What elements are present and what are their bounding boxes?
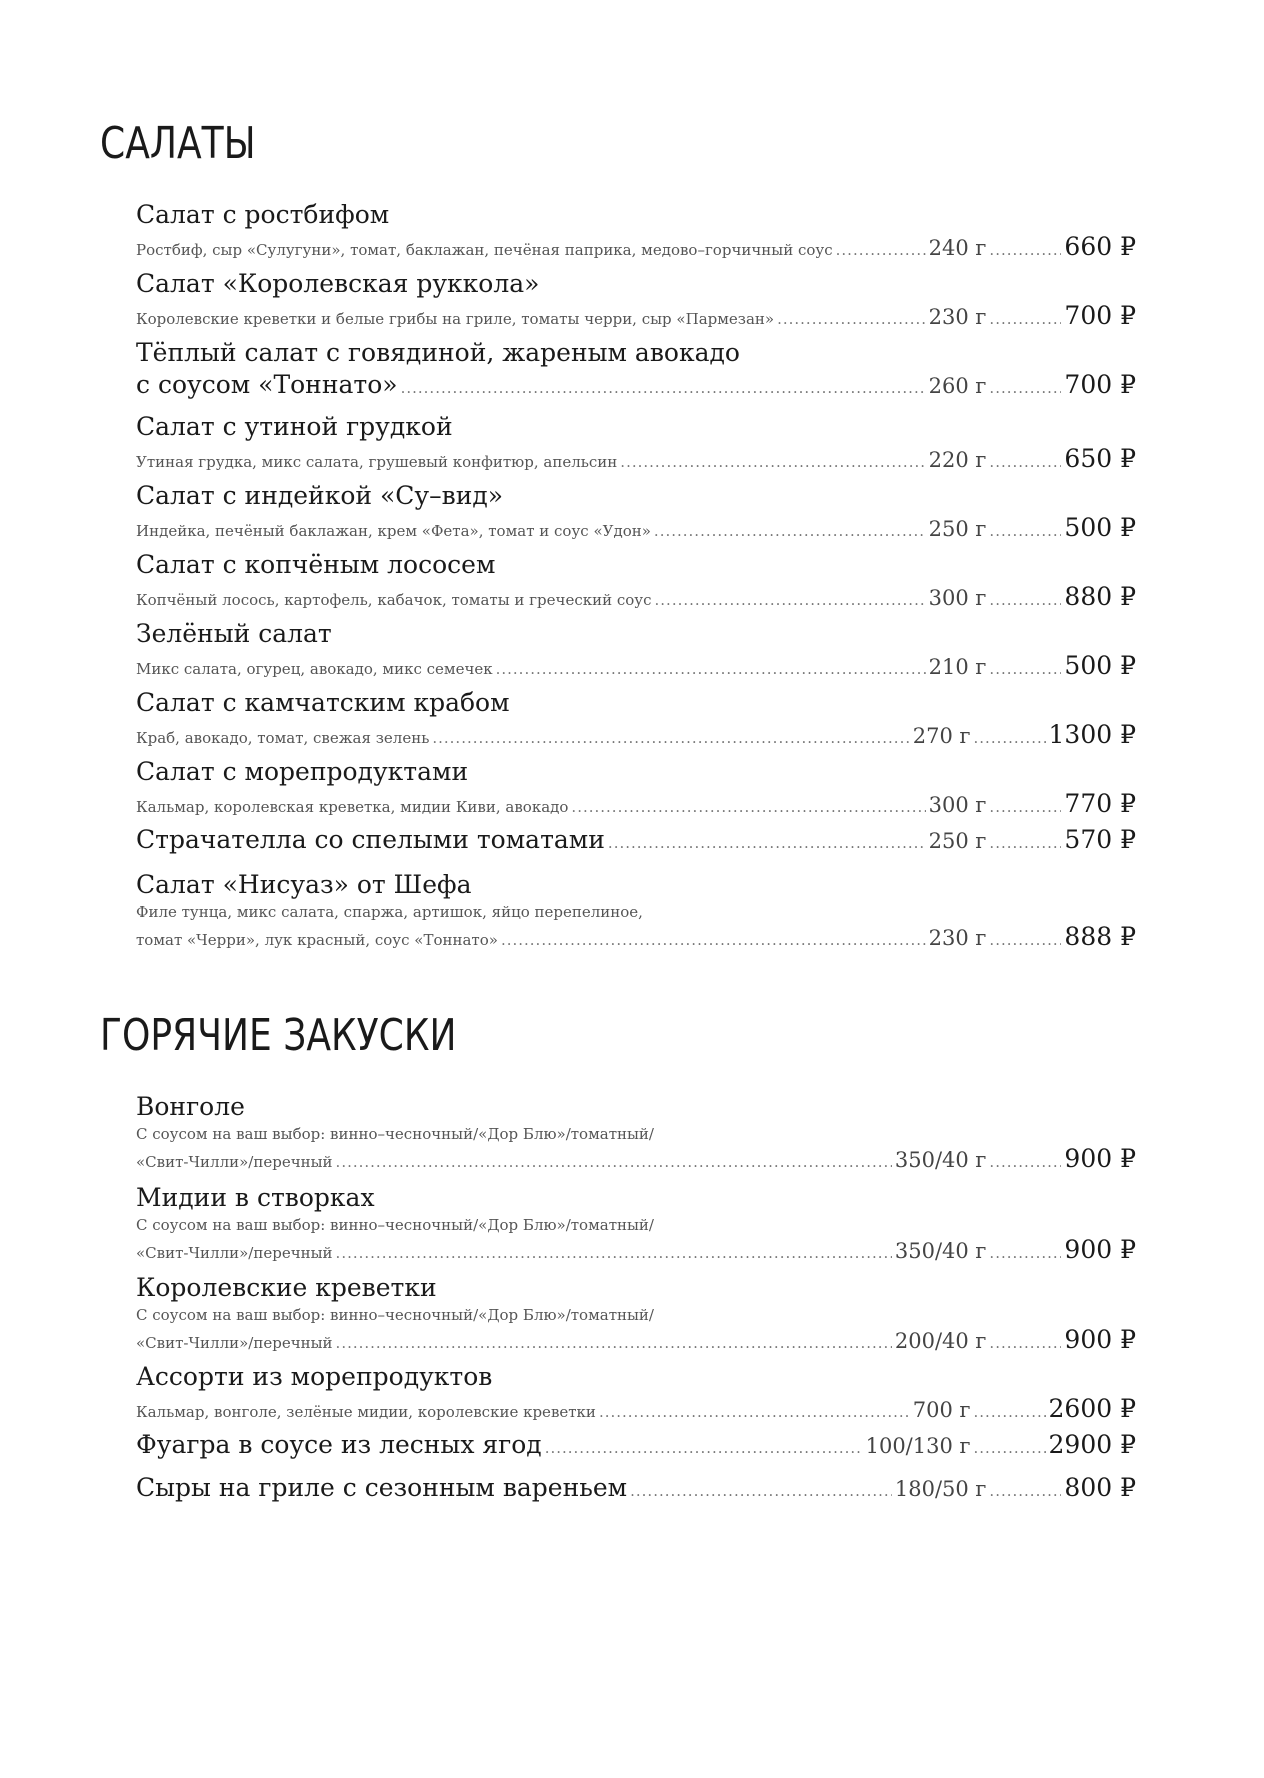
dot-leader bbox=[989, 660, 1061, 678]
list-item bbox=[136, 755, 1136, 818]
dish-name: Салат «Нисуаз» от Шефа bbox=[136, 870, 472, 899]
dish-price: 2900 ₽ bbox=[1048, 1430, 1136, 1459]
dish-price: 900 ₽ bbox=[1064, 1235, 1136, 1264]
dish-row bbox=[136, 825, 1136, 855]
dish-description: Кальмар, вонголе, зелёные мидии, королевские креветки bbox=[136, 1403, 596, 1421]
dot-leader bbox=[989, 453, 1061, 471]
dot-leader bbox=[836, 241, 926, 259]
dish-price: 500 ₽ bbox=[1064, 513, 1136, 542]
dish-row bbox=[136, 1235, 1136, 1264]
list-item bbox=[136, 617, 1136, 680]
dot-leader bbox=[777, 310, 926, 328]
dot-leader bbox=[571, 798, 925, 816]
dish-price: 650 ₽ bbox=[1064, 444, 1136, 473]
dot-leader bbox=[501, 931, 926, 949]
dish-weight: 260 г bbox=[928, 374, 987, 398]
dot-leader bbox=[974, 1439, 1046, 1457]
list-item bbox=[136, 267, 1136, 330]
dish-row bbox=[136, 720, 1136, 749]
dish-description: С соусом на ваш выбор: винно–чесночный/«Дор Блю»/томатный/ bbox=[136, 1125, 654, 1143]
dish-name: Страчателла со спелыми томатами bbox=[136, 825, 605, 854]
section-title-hot-appetizers: ГОРЯЧИЕ ЗАКУСКИ bbox=[100, 1010, 457, 1061]
dish-weight: 180/50 г bbox=[894, 1477, 987, 1501]
dish-row bbox=[136, 513, 1136, 542]
dot-leader bbox=[545, 1439, 863, 1457]
dish-description-continued: «Свит-Чилли»/перечный bbox=[136, 1334, 333, 1352]
dot-leader bbox=[989, 241, 1061, 259]
dot-leader bbox=[974, 1403, 1046, 1421]
list-item bbox=[136, 479, 1136, 542]
dot-leader bbox=[989, 798, 1061, 816]
dot-leader bbox=[974, 729, 1046, 747]
dish-weight: 210 г bbox=[928, 655, 987, 679]
dot-leader bbox=[989, 931, 1061, 949]
list-item bbox=[136, 686, 1136, 749]
dish-weight: 230 г bbox=[928, 305, 987, 329]
dot-leader bbox=[620, 453, 925, 471]
dish-price: 900 ₽ bbox=[1064, 1325, 1136, 1354]
dot-leader bbox=[630, 1482, 892, 1500]
dot-leader bbox=[989, 591, 1061, 609]
dish-price: 880 ₽ bbox=[1064, 582, 1136, 611]
dish-weight: 350/40 г bbox=[894, 1148, 987, 1172]
dot-leader bbox=[989, 1334, 1061, 1352]
list-item bbox=[136, 1090, 1136, 1173]
dot-leader bbox=[989, 1153, 1061, 1171]
dish-weight: 300 г bbox=[928, 586, 987, 610]
list-item bbox=[136, 1430, 1136, 1460]
dish-description: Филе тунца, микс салата, спаржа, артишок, яйцо перепелиное, bbox=[136, 903, 643, 921]
dish-price: 900 ₽ bbox=[1064, 1144, 1136, 1173]
dish-weight: 100/130 г bbox=[865, 1434, 971, 1458]
dish-weight: 250 г bbox=[928, 517, 987, 541]
dish-name: Ассорти из морепродуктов bbox=[136, 1362, 493, 1391]
dish-price: 500 ₽ bbox=[1064, 651, 1136, 680]
list-item bbox=[136, 1181, 1136, 1264]
dot-leader bbox=[989, 834, 1061, 852]
dish-name: Вонголе bbox=[136, 1092, 245, 1121]
list-item bbox=[136, 548, 1136, 611]
dish-description: Краб, авокадо, томат, свежая зелень bbox=[136, 729, 430, 747]
dish-row bbox=[136, 370, 1136, 400]
dish-weight: 200/40 г bbox=[894, 1329, 987, 1353]
dish-price: 2600 ₽ bbox=[1048, 1394, 1136, 1423]
list-item bbox=[136, 868, 1136, 951]
dish-price: 570 ₽ bbox=[1064, 825, 1136, 854]
dish-description: Кальмар, королевская креветка, мидии Киви, авокадо bbox=[136, 798, 569, 816]
dish-price: 888 ₽ bbox=[1064, 922, 1136, 951]
dish-description: Микс салата, огурец, авокадо, микс семечек bbox=[136, 660, 493, 678]
dot-leader bbox=[989, 1244, 1061, 1262]
dish-description: Индейка, печёный баклажан, крем «Фета», томат и соус «Удон» bbox=[136, 522, 651, 540]
dish-weight: 270 г bbox=[912, 724, 971, 748]
dish-description: Королевские креветки и белые грибы на гриле, томаты черри, сыр «Пармезан» bbox=[136, 310, 775, 328]
dish-name-continued: с соусом «Тоннато» bbox=[136, 370, 398, 399]
dish-description: Утиная грудка, микс салата, грушевый конфитюр, апельсин bbox=[136, 453, 618, 471]
dot-leader bbox=[401, 379, 926, 397]
dot-leader bbox=[496, 660, 926, 678]
dish-description-continued: «Свит-Чилли»/перечный bbox=[136, 1244, 333, 1262]
dot-leader bbox=[336, 1244, 892, 1262]
dish-row bbox=[136, 1430, 1136, 1460]
dish-name: Королевские креветки bbox=[136, 1273, 437, 1302]
dish-row bbox=[136, 922, 1136, 951]
dish-weight: 300 г bbox=[928, 793, 987, 817]
dish-row bbox=[136, 1473, 1136, 1503]
dot-leader bbox=[608, 834, 926, 852]
dish-weight: 240 г bbox=[928, 236, 987, 260]
dish-name: Салат с камчатским крабом bbox=[136, 688, 510, 717]
dish-description: С соусом на ваш выбор: винно–чесночный/«Дор Блю»/томатный/ bbox=[136, 1216, 654, 1234]
dish-name: Салат с копчёным лососем bbox=[136, 550, 496, 579]
dot-leader bbox=[654, 522, 926, 540]
dish-name: Салат с морепродуктами bbox=[136, 757, 469, 786]
dish-row bbox=[136, 444, 1136, 473]
dish-row bbox=[136, 789, 1136, 818]
section-title-salads: САЛАТЫ bbox=[100, 118, 256, 169]
dish-description: Ростбиф, сыр «Сулугуни», томат, баклажан, печёная паприка, медово–горчичный соус bbox=[136, 241, 833, 259]
dish-price: 700 ₽ bbox=[1064, 301, 1136, 330]
dish-price: 1300 ₽ bbox=[1048, 720, 1136, 749]
dish-price: 770 ₽ bbox=[1064, 789, 1136, 818]
dish-row bbox=[136, 651, 1136, 680]
dot-leader bbox=[336, 1153, 892, 1171]
dish-name: Салат с ростбифом bbox=[136, 200, 390, 229]
dish-name: Фуагра в соусе из лесных ягод bbox=[136, 1430, 542, 1459]
dish-name: Салат с утиной грудкой bbox=[136, 412, 453, 441]
dish-row bbox=[136, 1394, 1136, 1423]
dot-leader bbox=[989, 379, 1061, 397]
dot-leader bbox=[336, 1334, 892, 1352]
list-item bbox=[136, 1360, 1136, 1423]
dish-name: Мидии в створках bbox=[136, 1183, 375, 1212]
dish-row bbox=[136, 582, 1136, 611]
list-item bbox=[136, 1271, 1136, 1354]
dish-name: Салат «Королевская руккола» bbox=[136, 269, 540, 298]
dish-price: 700 ₽ bbox=[1064, 370, 1136, 399]
dish-row bbox=[136, 232, 1136, 261]
dish-description-continued: томат «Черри», лук красный, соус «Тоннато» bbox=[136, 931, 498, 949]
dish-weight: 250 г bbox=[928, 829, 987, 853]
dish-name: Зелёный салат bbox=[136, 619, 332, 648]
dish-weight: 230 г bbox=[928, 926, 987, 950]
dish-price: 800 ₽ bbox=[1064, 1473, 1136, 1502]
dish-row bbox=[136, 301, 1136, 330]
dish-description: С соусом на ваш выбор: винно–чесночный/«Дор Блю»/томатный/ bbox=[136, 1306, 654, 1324]
dot-leader bbox=[432, 729, 909, 747]
dot-leader bbox=[989, 1482, 1061, 1500]
list-item bbox=[136, 1473, 1136, 1503]
dish-description-continued: «Свит-Чилли»/перечный bbox=[136, 1153, 333, 1171]
dish-description: Копчёный лосось, картофель, кабачок, томаты и греческий соус bbox=[136, 591, 652, 609]
list-item bbox=[136, 825, 1136, 855]
list-item bbox=[136, 410, 1136, 473]
dish-name: Тёплый салат с говядиной, жареным авокадо bbox=[136, 338, 740, 367]
dish-price: 660 ₽ bbox=[1064, 232, 1136, 261]
list-item bbox=[136, 336, 1136, 400]
list-item bbox=[136, 198, 1136, 261]
dot-leader bbox=[599, 1403, 910, 1421]
dot-leader bbox=[655, 591, 926, 609]
dish-weight: 350/40 г bbox=[894, 1239, 987, 1263]
dish-name: Сыры на гриле с сезонным вареньем bbox=[136, 1473, 628, 1502]
dish-weight: 220 г bbox=[928, 448, 987, 472]
dish-row bbox=[136, 1144, 1136, 1173]
dish-weight: 700 г bbox=[912, 1398, 971, 1422]
dot-leader bbox=[989, 310, 1061, 328]
dot-leader bbox=[989, 522, 1061, 540]
dish-row bbox=[136, 1325, 1136, 1354]
dish-name: Салат с индейкой «Су–вид» bbox=[136, 481, 504, 510]
